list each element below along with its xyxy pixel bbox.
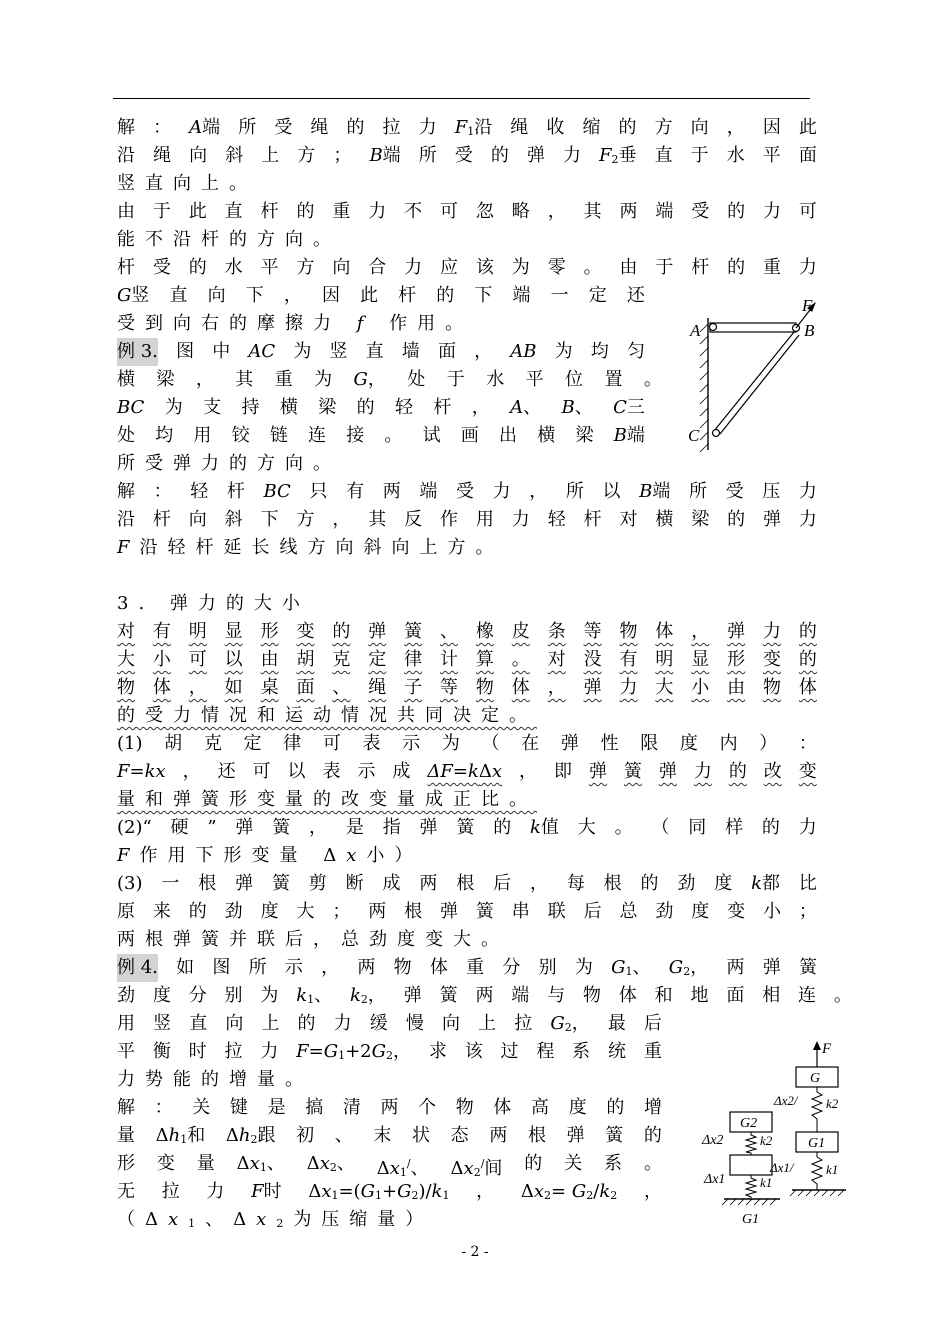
text-line-19: 大 小 可 以 由 胡 克 定 律 计 算 。 对 没 有 明 显 形 变 的	[117, 649, 817, 670]
example-4-line-3: 用 竖 直 向 上 的 力 缓 慢 向 上 拉 $G_2$， 最 后	[117, 1013, 662, 1034]
text-line-4: 由 于 此 直 杆 的 重 力 不 可 忽 略 ， 其 两 端 受 的 力 可	[117, 201, 817, 222]
label-a: A	[690, 321, 701, 340]
text-line-24: 量和弹簧形变量的改变量成正比。	[117, 789, 537, 810]
text-line-29: 两根弹簧并联后，总劲度变大。	[117, 929, 509, 950]
label-g1-box: G1	[808, 1136, 826, 1151]
text-line-39: （$\Delta x_1$、$\Delta x_2$为压缩量）	[117, 1209, 434, 1230]
label-dx1: Δx1	[704, 1172, 726, 1187]
label-g2-box: G2	[740, 1116, 758, 1131]
example-3-tag: 例 3.	[117, 338, 158, 366]
label-g-top: G	[810, 1071, 821, 1086]
example-4-line-1: 例 4. 如 图 所 示 ， 两 物 体 重 分 别 为 $G_1$、 $G_2$， 两 弹 簧	[117, 954, 817, 982]
text-line-1: 解 ： A端 所 受 绳 的 拉 力 $F_1$沿 绳 收 缩 的 方 向 ， 因 此	[117, 117, 817, 138]
text-line-35: 解 ： 关 键 是 搞 清 两 个 物 体 高 度 的 增	[117, 1097, 662, 1118]
figure-springs	[700, 1035, 850, 1230]
label-g1-bottom: G1	[742, 1212, 760, 1227]
label-b: B	[804, 321, 815, 340]
label-k1-left: k1	[760, 1175, 773, 1190]
text-line-3: 竖直向上。	[117, 173, 257, 194]
text-line-27: (3) 一 根 弹 簧 剪 断 成 两 根 后 ， 每 根 的 劲 度 k都 比	[117, 873, 817, 894]
text-line-14: 解 ： 轻 杆 BC 只 有 两 端 受 力 ， 所 以 B端 所 受 压 力	[117, 481, 817, 502]
label-dx2: Δx2	[702, 1133, 724, 1148]
text-line-25: (2)“ 硬 ” 弹 簧 ， 是 指 弹 簧 的 k值 大 。 （ 同 样 的 力	[117, 817, 817, 838]
label-force: F	[822, 1041, 832, 1057]
example-4-line-5: 力势能的增量。	[117, 1069, 313, 1090]
example-3-line-3: BC 为 支 持 横 梁 的 轻 杆 ， A、 B、 C三	[117, 397, 645, 418]
label-dx1-prime: Δx1/	[770, 1160, 794, 1175]
text-line-26: F作用下形变量 Δx小）	[117, 845, 423, 866]
text-line-23: F=kx ， 还 可 以 表 示 成 ΔF=kΔx ， 即 弹 簧 弹 力 的 改 变	[117, 761, 817, 782]
text-line-38: 无 拉 力 F时 $\Delta x_1=(G_1+G_2)/k_1$ ， $\Delta x_2= G_2/k_2$ ，	[117, 1181, 662, 1202]
example-4-line-4: 平 衡 时 拉 力 $F=G_1+2G_2$， 求 该 过 程 系 统 重	[117, 1041, 662, 1062]
text-line-36: 量 $\Delta h_1$和 $\Delta h_2$跟 初 、 末 状 态 两 根 弹 簧 的	[117, 1125, 662, 1146]
section-title: 3. 弹力的大小	[117, 593, 310, 614]
text-line-15: 沿 杆 向 斜 下 方 ， 其 反 作 用 力 轻 杆 对 横 梁 的 弹 力	[117, 509, 817, 530]
example-4-line-2: 劲 度 分 别 为 $k_1$、 $k_2$， 弹 簧 两 端 与 物 体 和 地 面 相 连 。	[117, 985, 852, 1006]
example-4-tag: 例 4.	[117, 954, 158, 982]
text-line-18: 对 有 明 显 形 变 的 弹 簧 、 橡 皮 条 等 物 体 ， 弹 力 的	[117, 621, 817, 642]
label-k2-right: k2	[826, 1096, 839, 1111]
text-line-21: 的受力情况和运动情况共同决定。	[117, 705, 537, 726]
example-3-line-4: 处 均 用 铰 链 连 接 。 试 画 出 横 梁 B端	[117, 425, 645, 446]
text-line-7: G竖 直 向 下 ， 因 此 杆 的 下 端 一 定 还	[117, 285, 645, 306]
header-rule	[113, 98, 810, 99]
text-line-37: 形 变 量 $\Delta x_1$、 $\Delta x_2$、 $\Delta x_1^/$、 $\Delta x_2^/$间 的 关 系 。	[117, 1153, 662, 1179]
label-f: F	[802, 296, 813, 315]
example-3-line-5: 所受弹力的方向。	[117, 453, 341, 474]
label-c: C	[688, 426, 700, 445]
text-line-5: 能不沿杆的方向。	[117, 229, 341, 250]
label-dx2-prime: Δx2/	[774, 1093, 798, 1108]
figure-beam-rod	[680, 290, 830, 460]
text-line-16: F沿轻杆延长线方向斜向上方。	[117, 537, 504, 558]
example-3-line-2: 横 梁 ， 其 重 为 G， 处 于 水 平 位 置 。	[117, 369, 662, 390]
label-k2-left: k2	[760, 1133, 773, 1148]
text-line-28: 原 来 的 劲 度 大 ； 两 根 弹 簧 串 联 后 总 劲 度 变 小 ；	[117, 901, 817, 922]
text-line-22: (1) 胡 克 定 律 可 表 示 为 （ 在 弹 性 限 度 内 ） ：	[117, 733, 817, 754]
page-number: - 2 -	[461, 1244, 489, 1260]
text-line-8: 受到向右的摩擦力 f 作用。	[117, 313, 474, 334]
example-3-line-1: 例 3. 图 中 AC 为 竖 直 墙 面 ， AB 为 均 匀	[117, 338, 645, 366]
text-line-6: 杆 受 的 水 平 方 向 合 力 应 该 为 零 。 由 于 杆 的 重 力	[117, 257, 817, 278]
label-k1-right: k1	[826, 1162, 839, 1177]
text-line-2: 沿 绳 向 斜 上 方 ； B端 所 受 的 弹 力 $F_2$垂 直 于 水 平 面	[117, 145, 817, 166]
text-line-20: 物 体 ， 如 桌 面 、 绳 子 等 物 体 ， 弹 力 大 小 由 物 体	[117, 677, 817, 698]
